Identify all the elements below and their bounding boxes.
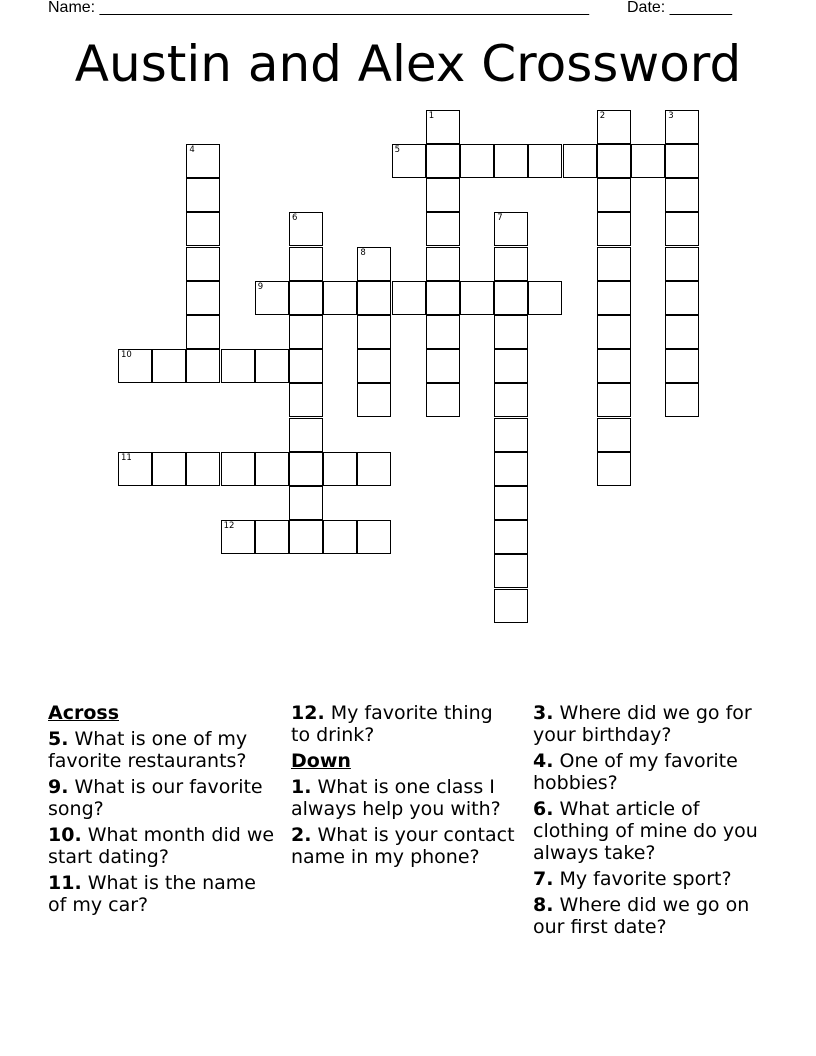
clue-text: What is our favorite song? (48, 776, 263, 820)
grid-cell[interactable] (494, 315, 528, 349)
grid-cell[interactable] (323, 452, 357, 486)
clue-num: 9. (48, 776, 69, 798)
clue-item (291, 776, 516, 820)
clue-num: 2. (291, 824, 312, 846)
grid-cell[interactable] (665, 315, 699, 349)
grid-cell[interactable] (494, 452, 528, 486)
grid-cell[interactable] (597, 315, 631, 349)
grid-cell[interactable] (289, 212, 323, 246)
clue-text: Where did we go for your birthday? (533, 702, 752, 746)
grid-cell[interactable] (563, 144, 597, 178)
grid-cell[interactable] (221, 349, 255, 383)
grid-cell[interactable] (289, 452, 323, 486)
grid-cell[interactable] (426, 349, 460, 383)
grid-cell[interactable] (494, 520, 528, 554)
grid-cell[interactable] (255, 452, 289, 486)
clue-text: What article of clothing of mine do you always take? (533, 798, 758, 864)
grid-cell[interactable] (494, 418, 528, 452)
grid-cell[interactable] (494, 247, 528, 281)
clue-text: My favorite thing to drink? (291, 702, 493, 746)
grid-cell[interactable] (597, 212, 631, 246)
grid-cell[interactable] (665, 212, 699, 246)
grid-cell[interactable] (323, 281, 357, 315)
clue-item (48, 872, 278, 916)
grid-cell[interactable] (597, 349, 631, 383)
grid-cell[interactable] (289, 418, 323, 452)
grid-cell[interactable] (597, 452, 631, 486)
clue-num: 5. (48, 728, 69, 750)
grid-cell[interactable] (426, 212, 460, 246)
clue-item (291, 824, 516, 868)
grid-cell[interactable] (494, 486, 528, 520)
clue-text: What month did we start dating? (48, 824, 275, 868)
grid-cell[interactable] (186, 349, 220, 383)
clue-number: 4 (189, 145, 195, 155)
clue-text: What is your contact name in my phone? (291, 824, 515, 868)
grid-cell[interactable] (357, 281, 391, 315)
grid-cell[interactable] (426, 247, 460, 281)
grid-cell[interactable] (665, 247, 699, 281)
grid-cell[interactable] (255, 349, 289, 383)
clue-item (48, 728, 278, 772)
grid-cell[interactable] (665, 144, 699, 178)
clue-num: 7. (533, 868, 554, 890)
down-heading: Down (291, 750, 351, 772)
grid-cell[interactable] (494, 212, 528, 246)
clue-number: 6 (292, 213, 298, 224)
clue-num: 12. (291, 702, 325, 724)
clue-number: 11 (121, 452, 132, 463)
grid-cell[interactable] (494, 383, 528, 417)
clue-number: 3 (668, 110, 674, 121)
clue-number: 8 (360, 247, 366, 258)
grid-cell[interactable] (357, 349, 391, 383)
grid-cell[interactable] (118, 349, 152, 383)
grid-cell[interactable] (494, 281, 528, 315)
grid-cell[interactable] (597, 110, 631, 144)
grid-cell[interactable] (152, 452, 186, 486)
grid-cell[interactable] (392, 281, 426, 315)
clue-num: 1. (291, 776, 312, 798)
grid-cell[interactable] (665, 383, 699, 417)
clues-column-3 (533, 702, 773, 942)
clue-item (291, 702, 516, 746)
grid-cell[interactable] (289, 281, 323, 315)
grid-cell[interactable] (289, 383, 323, 417)
clue-text: What is one of my favorite restaurants? (48, 728, 248, 772)
grid-cell[interactable] (186, 281, 220, 315)
grid-cell[interactable] (289, 486, 323, 520)
clue-text: Where did we go on our first date? (533, 894, 750, 938)
grid-cell[interactable] (186, 247, 220, 281)
grid-cell[interactable] (494, 144, 528, 178)
grid-cell[interactable] (460, 144, 494, 178)
clue-number: 5 (394, 145, 401, 155)
grid-cell[interactable] (357, 520, 391, 554)
grid-cell[interactable] (221, 520, 255, 554)
grid-cell[interactable] (357, 315, 391, 349)
grid-cell[interactable] (460, 281, 494, 315)
grid-cell[interactable] (528, 144, 562, 178)
grid-cell[interactable] (597, 178, 631, 212)
clue-item (533, 750, 773, 794)
grid-cell[interactable] (528, 281, 562, 315)
grid-cell[interactable] (392, 144, 426, 178)
clue-number: 7 (497, 213, 503, 224)
clue-number: 2 (599, 110, 606, 121)
page-title: Austin and Alex Crossword (74, 35, 742, 93)
grid-cell[interactable] (426, 281, 460, 315)
clue-num: 6. (533, 798, 554, 820)
grid-cell[interactable] (357, 452, 391, 486)
clue-number: 1 (428, 110, 435, 121)
grid-cell[interactable] (118, 452, 152, 486)
date-field[interactable]: Date: _______ (627, 0, 732, 16)
grid-cell[interactable] (426, 144, 460, 178)
clue-text: My favorite sport? (553, 868, 732, 890)
grid-cell[interactable] (426, 315, 460, 349)
grid-cell[interactable] (289, 247, 323, 281)
grid-cell[interactable] (665, 178, 699, 212)
clues-column-2 (291, 702, 516, 872)
clue-text: What is the name of my car? (48, 872, 256, 916)
grid-cell[interactable] (494, 589, 528, 623)
grid-cell[interactable] (186, 178, 220, 212)
clue-number: 10 (121, 350, 132, 361)
grid-cell[interactable] (323, 520, 357, 554)
clue-item (48, 824, 278, 868)
clue-num: 11. (48, 872, 82, 894)
grid-cell[interactable] (494, 349, 528, 383)
grid-cell[interactable] (631, 144, 665, 178)
clue-item (533, 894, 773, 938)
grid-cell[interactable] (255, 281, 289, 315)
grid-cell[interactable] (597, 418, 631, 452)
grid-cell[interactable] (357, 247, 391, 281)
clue-text: What is one class I always help you with? (291, 776, 501, 820)
grid-cell[interactable] (597, 247, 631, 281)
clue-num: 3. (533, 702, 554, 724)
grid-cell[interactable] (597, 144, 631, 178)
grid-cell[interactable] (186, 144, 220, 178)
clue-text: One of my favorite hobbies? (533, 750, 738, 794)
grid-cell[interactable] (289, 315, 323, 349)
clue-item (533, 702, 773, 746)
grid-cell[interactable] (186, 452, 220, 486)
grid-cell[interactable] (289, 520, 323, 554)
grid-cell[interactable] (426, 178, 460, 212)
clue-number: 9 (257, 281, 264, 292)
clues-column-1 (48, 702, 278, 920)
clue-num: 4. (533, 750, 554, 772)
across-heading: Across (48, 702, 120, 724)
grid-cell[interactable] (186, 212, 220, 246)
clue-item (533, 798, 773, 864)
name-field[interactable]: Name: _______________________________________________________ (48, 0, 589, 16)
grid-cell[interactable] (426, 383, 460, 417)
grid-cell[interactable] (665, 281, 699, 315)
clue-num: 8. (533, 894, 554, 916)
clue-item (48, 776, 278, 820)
grid-cell[interactable] (494, 554, 528, 588)
grid-cell[interactable] (665, 110, 699, 144)
grid-cell[interactable] (426, 110, 460, 144)
grid-cell[interactable] (289, 349, 323, 383)
grid-cell[interactable] (597, 383, 631, 417)
grid-cell[interactable] (665, 349, 699, 383)
grid-cell[interactable] (357, 383, 391, 417)
grid-cell[interactable] (597, 281, 631, 315)
grid-cell[interactable] (152, 349, 186, 383)
clue-num: 10. (48, 824, 82, 846)
clue-number: 12 (223, 521, 235, 532)
grid-cell[interactable] (186, 315, 220, 349)
grid-cell[interactable] (255, 520, 289, 554)
grid-cell[interactable] (221, 452, 255, 486)
clue-item (533, 868, 773, 890)
